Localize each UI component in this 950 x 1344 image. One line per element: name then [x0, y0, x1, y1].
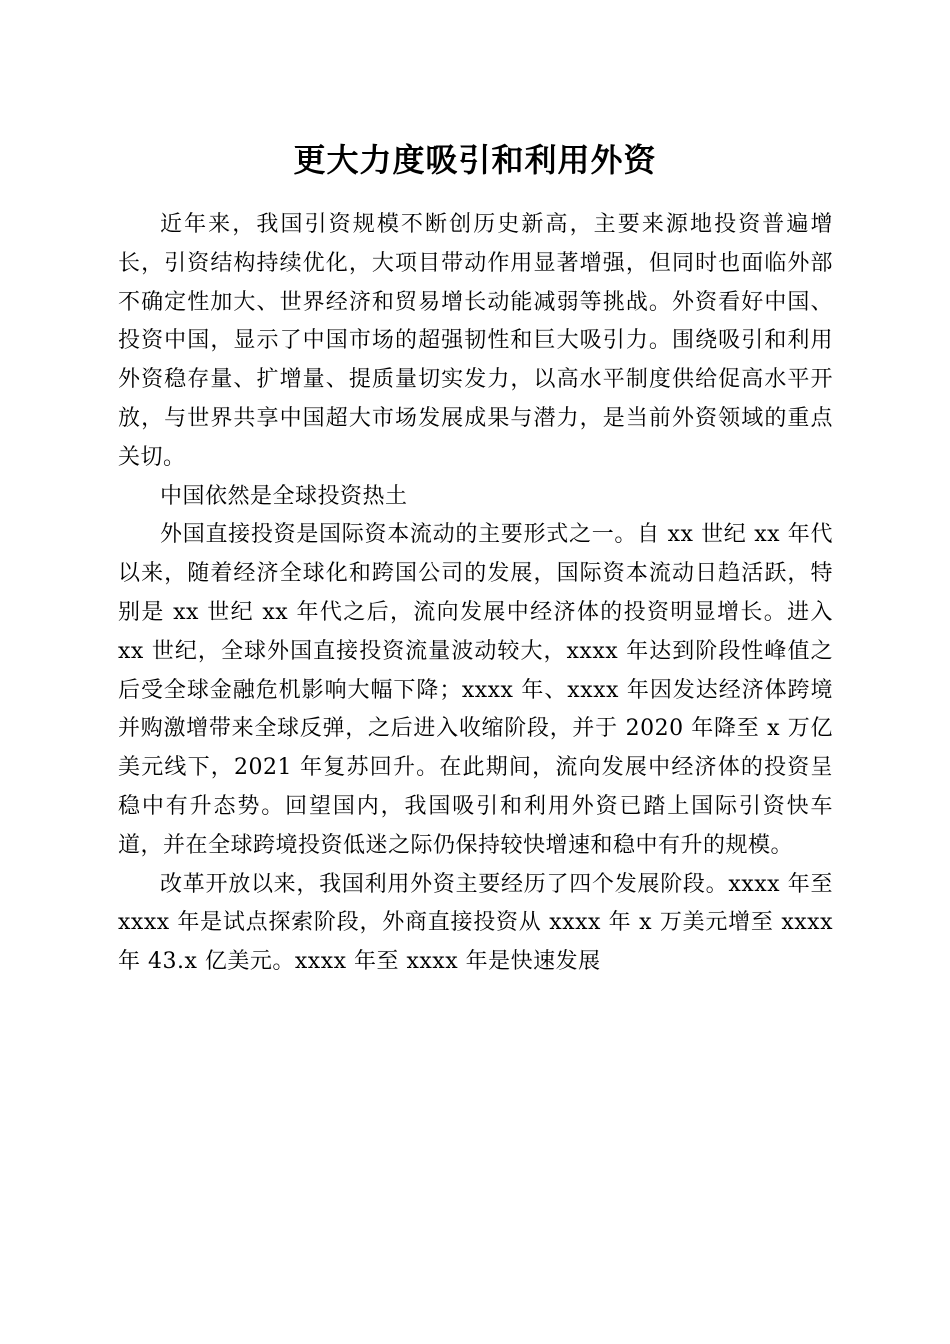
paragraph-intro: 近年来，我国引资规模不断创历史新高，主要来源地投资普遍增长，引资结构持续优化，大项目带动作用显著增强，但同时也面临外部不确定性加大、世界经济和贸易增长动能减弱等挑战。外资看好中国、投资中国，显示了中国市场的超强韧性和巨大吸引力。围绕吸引和利用外资稳存量、扩增量、提质量切实发力，以高水平制度供给促高水平开放，与世界共享中国超大市场发展成果与潜力，是当前外资领域的重点关切。 — [118, 212, 833, 470]
document-title: 更大力度吸引和利用外资 — [293, 141, 657, 179]
document-body — [118, 206, 833, 982]
paragraph-development-stages: 改革开放以来，我国利用外资主要经历了四个发展阶段。xxxx 年至 xxxx 年是试点探索阶段，外商直接投资从 xxxx 年 x 万美元增至 xxxx 年 43.x 亿美元。xxxx 年至 xxxx 年是快速发展 — [118, 871, 833, 975]
section-heading: 中国依然是全球投资热土 — [160, 483, 408, 509]
paragraph-fdi-history: 外国直接投资是国际资本流动的主要形式之一。自 xx 世纪 xx 年代以来，随着经济全球化和跨国公司的发展，国际资本流动日趋活跃，特别是 xx 世纪 xx 年代之后，流向发展中经济体的投资明显增长。进入 xx 世纪，全球外国直接投资流量波动较大，xxxx 年达到阶段性峰值之后受全球金融危机影响大幅下降；xxxx 年、xxxx 年因发达经济体跨境并购激增带来全球反弹，之后进入收缩阶段，并于 2020 年降至 x 万亿美元线下，2021 年复苏回升。在此期间，流向发展中经济体的投资呈稳中有升态势。回望国内，我国吸引和利用外资已踏上国际引资快车道，并在全球跨境投资低迷之际仍保持较快增速和稳中有升的规模。 — [118, 522, 833, 858]
